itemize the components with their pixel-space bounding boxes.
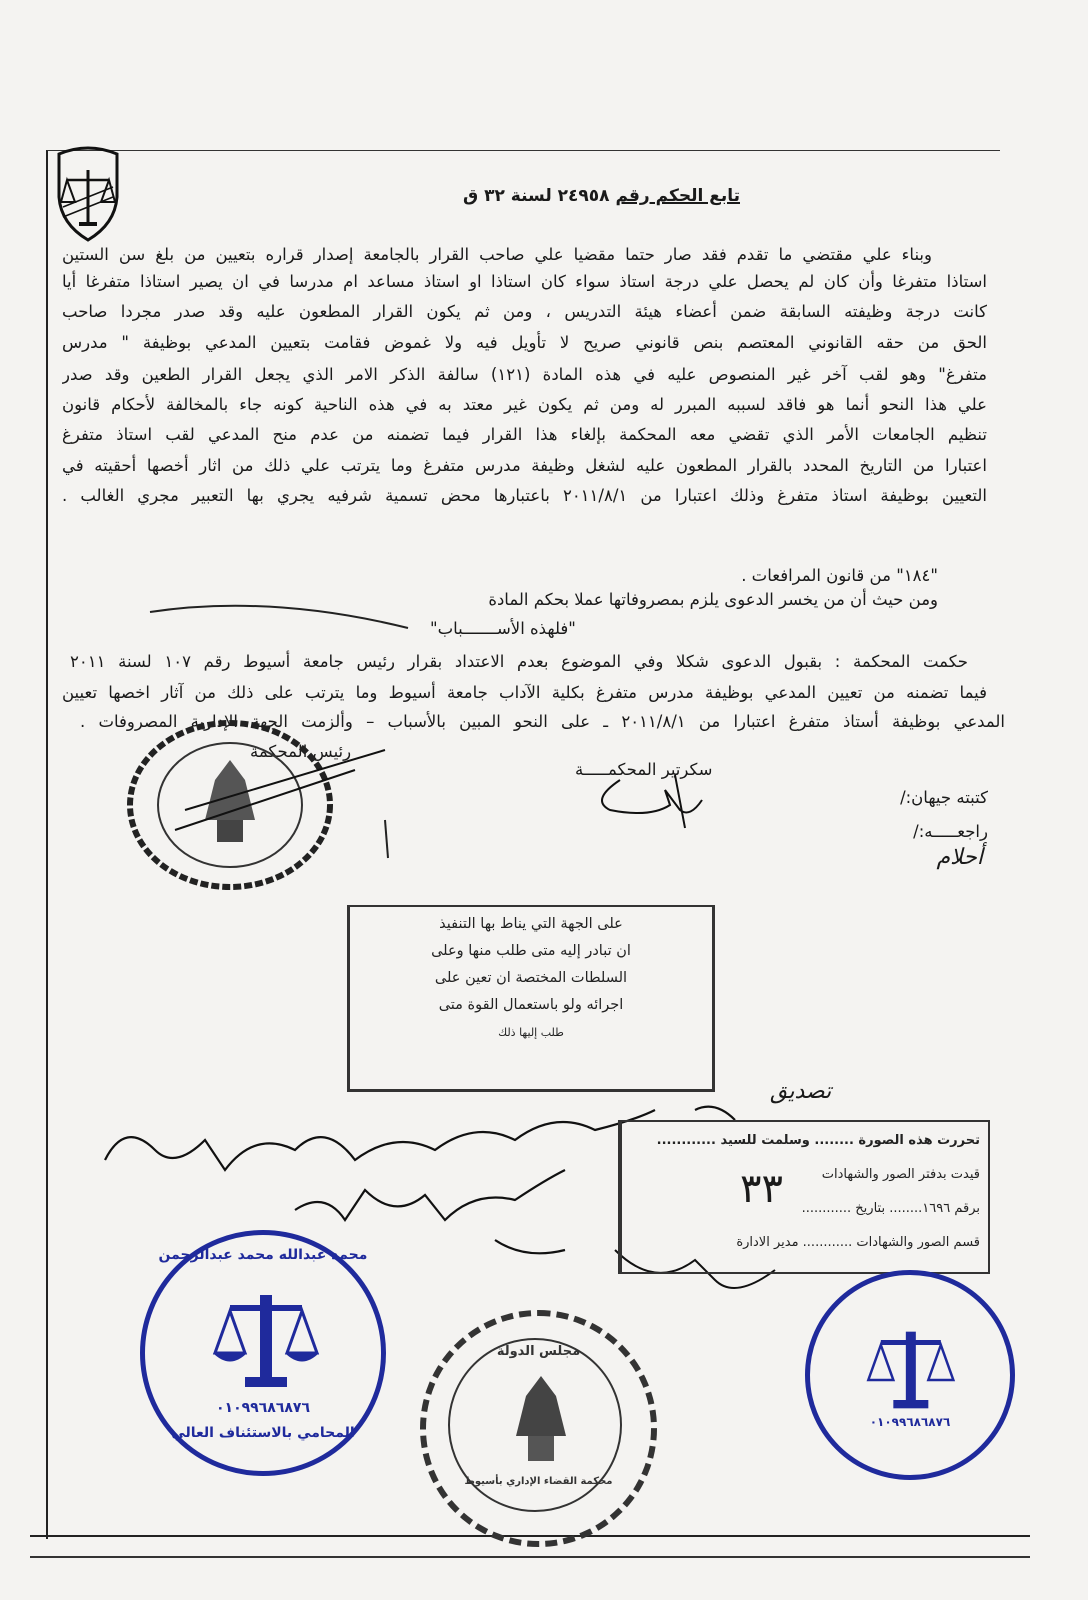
lawyer-phone: ٠١٠٩٩٦٨٦٨٧٦: [216, 1400, 310, 1416]
body-line: متفرغ" وهو لقب آخر غير المنصوص عليه في هذه المادة (١٢١) سالفة الذكر الامر الذي يجعل القرار الطعين وقد صدر: [62, 365, 987, 384]
body-line: التعيين بوظيفة استاذ متفرغ وذلك اعتبارا من ٢٠١١/٨/١ باعتبارها محض تسمية شرفيه يجري بها التعبير مجري الغالب .: [62, 486, 987, 505]
body-line: كانت درجة وظيفته السابقة ضمن أعضاء هيئة التدريس ، ومن ثم يكون القرار المطعون عليه وقد صدر مجردا صاحب: [62, 302, 987, 321]
judgment-heading: [440, 186, 740, 206]
execution-formula-box: [347, 905, 715, 1092]
closing-line: [741, 564, 938, 588]
lawyer-phone: ٠١٠٩٩٦٨٦٨٧٦: [869, 1415, 951, 1429]
execution-line: طلب إليها ذلك: [498, 1026, 564, 1039]
case-number: ٢٤٩٥٨ لسنة ٣٢ ق: [462, 186, 610, 206]
pen-stroke: [380, 820, 400, 860]
execution-line: السلطات المختصة ان تعين على: [434, 970, 628, 986]
article-number: "١٨٤": [896, 566, 938, 585]
seal-bottom-text: محكمة القضاء الإداري بأسيوط: [464, 1476, 613, 1487]
pen-stroke: [150, 600, 410, 630]
body-line: علي هذا النحو أنما هو فاقد لسببه المبرر له ومن ثم يكون غير معتد به في هذه الناحية كونه جاء بالمخالفة لأحكام قانون: [62, 395, 987, 414]
handwritten-note: تصديق: [770, 1079, 832, 1104]
copy-line: قسم الصور والشهادات ............ مدير الادارة: [736, 1235, 980, 1250]
handwritten-name: أحلام: [936, 845, 983, 870]
secretary-signature: [590, 770, 720, 830]
body-line: تنظيم الجامعات الأمر الذي تقضي معه المحكمة بإلغاء هذا القرار فيما تضمنه من عدم منح المدعي لقب استاذ متفرغ: [62, 425, 987, 444]
copy-line: تحررت هذه الصورة ........ وسلمت للسيد ............: [656, 1133, 980, 1148]
ruling-line: حكمت المحكمة : بقبول الدعوى شكلا وفي الموضوع بعدم الاعتداد بقرار رئيس جامعة أسيوط رقم ١٠٧ لسنة ٢٠١١: [70, 652, 968, 671]
execution-line: اجرائه ولو باستعمال القوة متى: [438, 997, 624, 1013]
body-line: وبناء علي مقتضي ما تقدم فقد صار حتما مقضيا علي صاحب القرار بالجامعة إصدار قراره بتعيين من بلغ سن الستين: [62, 245, 932, 264]
reasons-heading: "فلهذه الأســـــــباب": [430, 619, 576, 638]
secretary-signature-label: سكرتير المحكمـــــة: [575, 760, 713, 779]
lawyer-title: المحامي بالاستئناف العالي: [171, 1425, 355, 1441]
president-signature-label: رئيس المحكمة: [250, 742, 352, 761]
scales-of-justice-logo: [55, 142, 121, 242]
written-by: كتبته جيهان:/: [900, 788, 988, 807]
court-seal: [125, 720, 335, 890]
court-seal-bottom: [420, 1310, 657, 1547]
lawyer-name: محمد عبدالله محمد عبدالرحمن: [158, 1247, 368, 1263]
eagle-emblem: [506, 1376, 576, 1466]
body-line: اعتبارا من التاريخ المحدد بالقرار المطعون عليه لشغل وظيفة مدرس متفرغ وما يترتب علي ذلك من اثار أخصها أحقيته في: [62, 456, 987, 475]
bottom-rule: [30, 1556, 1030, 1558]
reviewed-by: راجعـــــه:/: [913, 822, 988, 841]
copy-line: برقم ١٦٩٦........ بتاريخ ............: [801, 1201, 980, 1216]
body-line: استاذا متفرغا وأن كان لم يحصل علي درجة استاذ سواء كان استاذا او استاذ مساعد ام مدرسا في ان يصير استاذا متفرغا أيا: [62, 272, 987, 291]
execution-line: ان تبادر إليه متى طلب منها وعلى: [431, 943, 631, 959]
handwritten-number: ٣٣: [740, 1166, 783, 1212]
ruling-line: فيما تضمنه من تعيين المدعي بوظيفة مدرس متفرغ بكلية الآداب جامعة أسيوط وما يترتب على ذلك من آثار اخصها تعيين: [62, 683, 987, 702]
scales-icon: [860, 1315, 960, 1415]
copy-line: قيدت بدفتر الصور والشهادات: [821, 1167, 980, 1182]
scales-icon: [205, 1275, 325, 1395]
seal-top-text: مجلس الدولة: [496, 1344, 581, 1359]
lawyer-stamp-right: [805, 1270, 1015, 1480]
execution-line: على الجهة التي يناط بها التنفيذ: [439, 916, 623, 932]
ruling-line: المدعي بوظيفة أستاذ متفرغ اعتبارا من ٢٠١١/٨/١ ـ على النحو المبين بالأسباب – وألزمت الجهة الإدارية المصروفات .: [80, 712, 1005, 731]
heading-prefix: تابع الحكم رقم: [615, 186, 740, 206]
body-line: الحق من حقه القانوني المعتصم بنص قانوني صريح لا تأويل فيه ولا غموض فقامت بتعيين المدعي بوظيفة " مدرس: [62, 333, 987, 352]
lawyer-stamp-left: [140, 1230, 386, 1476]
costs-line: ومن حيث أن من يخسر الدعوى يلزم بمصروفاتها عملا بحكم المادة: [488, 590, 938, 609]
civil-procedure-law: من قانون المرافعات .: [741, 566, 891, 585]
certified-copy-box: [618, 1120, 990, 1274]
